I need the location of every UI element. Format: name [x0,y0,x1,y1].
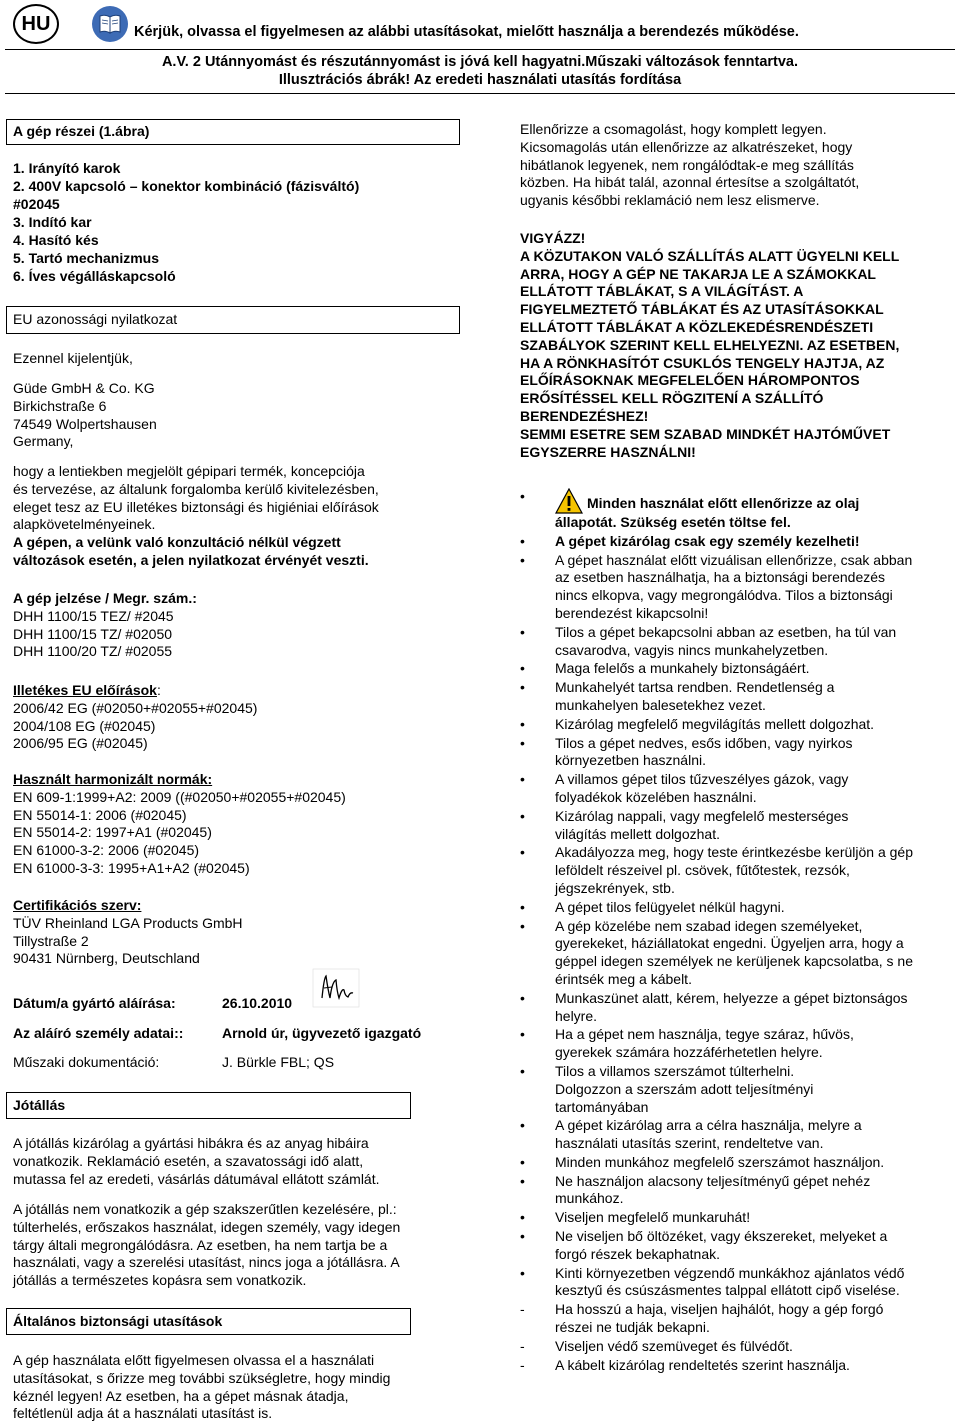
warranty-title: Jótállás [13,1097,66,1113]
warranty-line: jótállás a természetes kopásra sem vonatkozik. [13,1272,307,1289]
bullet-line [555,1246,960,1264]
bullet-item [520,844,960,897]
dash-marker: - [520,1356,525,1373]
safety-line: utasításokat, s őrizze meg további szükségletre, hogy mindig [13,1369,391,1386]
bullet-item [520,624,960,660]
bullet-item [520,735,960,771]
bullet-marker: • [520,807,525,824]
bullet-text: világítás mellett dolgozhat. [555,825,720,842]
dash-item [520,1338,960,1356]
warning-line: ARRA, HOGY A GÉP NE TAKARJA LE A SZÁMOKKAL [520,265,876,282]
bullet-item [520,918,960,989]
bullet-text: tartományában [555,1098,649,1115]
packaging-intro [520,121,955,210]
bullet-marker: • [520,488,525,504]
bullet-text: Kizárólag megfelelő megvilágítás mellett dolgozhat. [555,715,875,732]
bullet-marker: • [520,623,525,640]
bullet-marker: • [520,1209,525,1226]
bullet-line [555,660,960,678]
bullet-line [555,1063,960,1081]
bullet-text: érintsék meg a kábelt. [555,970,692,987]
warning-title: VIGYÁZZ! [520,230,586,246]
bullet-item [520,808,960,844]
parts-item-3: 3. Indító kar [13,214,92,230]
header-band [5,49,955,94]
intro-line: Kicsomagolás után ellenőrizze az alkatrészeket, hogy [520,138,853,155]
bullet-marker: • [520,1264,525,1281]
dash-item [520,1357,960,1375]
warranty-p1 [13,1135,458,1188]
bullet-line [555,1008,960,1026]
company-block [13,380,453,451]
parts-item-6: 6. Íves végálláskapcsoló [13,268,176,284]
bullet-line [555,1357,960,1375]
norm-item: EN 55014-1: 2006 (#02045) [13,806,187,823]
bullet-item [520,899,960,917]
warranty-line: A jótállás kizárólag a gyártási hibákra és az anyag hibáira [13,1135,369,1151]
bullet-text: gyerekeket, háziállatokat engedni. Ügyeljen arra, hogy a [555,935,904,952]
bullet-text: az esetben használhatja, ha a biztonsági berendezés [555,569,886,586]
bullet-line [555,735,960,753]
bullet-text: környezetben használni. [555,752,706,769]
eu-reg-item: 2006/95 EG (#02045) [13,735,148,752]
intro-line: közben. Ha hibát talál, azonnal értesítse a szolgáltatót, [520,174,860,191]
warning-line: FIGYELMEZTETŐ TÁBLÁKAT ÉS AZ UTASÍTÁSOKKAL [520,301,884,318]
bullet-marker: • [520,989,525,1006]
bullet-line [555,1282,960,1300]
bullet-text: Minden munkához megfelelő szerszámot használjon. [555,1153,885,1170]
bullet-item [520,1209,960,1227]
bullet-line [555,697,960,715]
bullet-line [555,533,960,551]
bullet-line [555,1209,960,1227]
bullet-marker: • [520,898,525,915]
bullet-marker: • [520,715,525,732]
bullet-marker: • [520,1153,525,1170]
bullet-line [555,789,960,807]
bullet-text: kesztyű és csúszásmentes talppal ellátott cipő viselése. [555,1282,900,1299]
warranty-line: túlterhelés, erőszakos használat, idegen személy, vagy idegen [13,1218,401,1235]
page-header [0,0,960,100]
bullet-line [555,1154,960,1172]
bullet-list [520,488,960,1374]
bullet-text: Kizárólag nappali, vagy megfelelő mesterséges [555,807,849,824]
warranty-p2 [13,1201,458,1290]
norms-block [13,771,453,878]
eu-title: EU azonossági nyilatkozat [13,311,178,327]
bullet-item [520,1228,960,1264]
bullet-line [555,990,960,1008]
company-city: 74549 Wolpertshausen [13,415,157,432]
bullet-line [555,569,960,587]
bullet-text: géppel idegen személyek ne kerüljenek kapcsolatba, s ne [555,953,914,970]
bullet-marker: • [520,679,525,696]
norms-label: Használt harmonizált normák: [13,771,213,787]
bullet-text: leföldelt részeivel pl. csövek, fűtőtestek, rezsók, [555,862,850,879]
bullet-marker: • [520,1117,525,1134]
bullet-line [555,679,960,697]
warranty-line: A jótállás nem vonatkozik a gép szakszerűtlen kezelésére, pl.: [13,1201,397,1217]
intro-line: hibátlanok legyenek, nem rongálódtak-e meg szállítás [520,156,854,173]
bullet-line [555,918,960,936]
bullet-marker: • [520,660,525,677]
statement-line: hogy a lentiekben megjelölt gépipari termék, koncepciója [13,463,365,479]
bullet-line [555,880,960,898]
parts-item-1: 1. Irányító karok [13,160,121,176]
warning-line: ELLÁTOTT TÁBLÁKAT, S A VILÁGÍTÁST. A [520,283,804,300]
signer-value: Arnold úr, ügyvezető igazgató [222,1025,422,1041]
bullet-marker: • [520,1172,525,1189]
dash-marker: - [520,1301,525,1318]
eu-regs-label: Illetékes EU előírások [13,682,157,698]
dash-item [520,1301,960,1337]
bullet-item [520,1026,960,1062]
safety-bullets [520,489,960,1375]
bullet-line [555,1173,960,1191]
bullet-line [555,1228,960,1246]
safety-line: A gép használata előtt figyelmesen olvassa el a használati [13,1352,375,1368]
bullet-marker: • [520,1228,525,1245]
bullet-text: A kábelt kizárólag rendeltetés szerint használja. [555,1356,850,1373]
bullet-text: részei ne tudják bekapni. [555,1319,710,1336]
bullet-line [555,771,960,789]
bullet-text: Maga felelős a munkahely biztonságáért. [555,660,810,677]
header-line-1: Kérjük, olvassa el figyelmesen az alábbi utasításokat, mielőtt használja a berendezés működése. [134,24,799,40]
norm-item: EN 55014-2: 1997+A1 (#02045) [13,824,212,841]
bullet-line [555,1319,960,1337]
bullet-text: munkához. [555,1190,624,1207]
marking-block [13,590,453,661]
warning-triangle-icon [555,488,583,514]
bullet-text: Tilos a gépet bekapcsolni abban az esetben, ha túl van [555,623,897,640]
safety-line: kéznél legyen! Az esetben, ha a gépet másnak átadja, [13,1387,349,1404]
warning-line: SZABÁLYOK SZERINT KELL ELHELYEZNI. AZ ESETBEN, [520,336,900,353]
techdoc-value: J. Bürkle FBL; QS [222,1054,335,1070]
bullet-item [520,990,960,1026]
date-value: 26.10.2010 [222,995,293,1011]
bullet-marker: • [520,844,525,861]
bullet-item [520,1117,960,1153]
header-line-3: Illusztrációs ábrák! Az eredeti használati utasítás fordítása [278,72,682,88]
bullet-text: forgó részek bekaphatnak. [555,1245,720,1262]
warning-line: EGYSZERRE HASZNÁLNI! [520,443,696,460]
bullet-text: Munkaszünet alatt, kérem, helyezze a gépet biztonságos [555,989,908,1006]
statement-line: és tervezése, az általunk forgalomba kerülő kivitelezésben, [13,480,379,497]
bullet-marker: • [520,734,525,751]
bullet-text: A gépet kizárólag csak egy személy kezelheti! [555,532,860,549]
manual-book-icon [92,6,128,42]
parts-item-5: 5. Tartó mechanizmus [13,250,160,266]
warranty-line: használati, vagy a szerelési utasítást, nincs joga a jótállásra. A [13,1254,400,1271]
bullet-line [555,808,960,826]
bullet-item [520,1063,960,1116]
parts-item-2: 2. 400V kapcsoló – konektor kombináció (fázisváltó) [13,178,360,194]
bullet-text: A gépet kizárólag arra a célra használja, melyre a [555,1117,862,1134]
bullet-item [520,679,960,715]
bullet-marker: • [520,532,525,549]
bullet-item [520,1265,960,1301]
bullet-text: A villamos gépet tilos tűzveszélyes gázok, vagy [555,771,849,788]
warranty-title-box [6,1092,411,1119]
parts-item-2-cont: #02045 [13,196,60,212]
bullet-marker: • [520,1026,525,1043]
techdoc-label: Műszaki dokumentáció: [13,1054,160,1070]
bullet-text: Tilos a villamos szerszámot túlterhelni. [555,1062,795,1079]
statement-block [13,463,458,570]
bullet-text: csavarodva, vagyis nincs munkahelyzetben. [555,641,829,658]
bullet-text: Munkahelyét tartsa rendben. Rendetlenség a [555,679,835,696]
bullet-line [555,552,960,570]
bullet-text: Viseljen védő szemüveget és fülvédőt. [555,1337,793,1354]
bullet-text: Ne használjon alacsony teljesítményű gépet nehéz [555,1172,871,1189]
signature [312,968,362,1010]
bullet-text: A gép közelébe nem szabad idegen személyeket, [555,917,863,934]
bullet-line [555,935,960,953]
warning-line: A KÖZUTAKON VALÓ SZÁLLÍTÁS ALATT ÜGYELNI KELL [520,247,900,264]
parts-item-4: 4. Hasító kés [13,232,99,248]
bullet-item [520,488,960,532]
eu-reg-item: 2006/42 EG (#02050+#02055+#02045) [13,699,258,716]
bullet-text: A gépet tilos felügyelet nélkül hagyni. [555,898,785,915]
bullet-line [555,1338,960,1356]
declare-text: Ezennel kijelentjük, [13,350,133,366]
bullet-line [555,1026,960,1044]
eu-regs-colon: : [156,682,161,698]
transport-warning [520,230,955,461]
parts-title: A gép részei (1.ábra) [13,123,150,139]
bullet-line [555,1265,960,1283]
bullet-text: Ha hosszú a haja, viseljen hajhálót, hogy a gép forgó [555,1301,884,1318]
bullet-line [555,514,960,532]
company-country: Germany, [13,433,74,450]
warning-line: ELLÁTOTT TÁBLÁKAT A KÖZLEKEDÉSRENDÉSZETI [520,318,874,335]
bullet-text: helyre. [555,1007,598,1024]
bullet-text: Ne viseljen bő öltözéket, vagy ékszereket, melyeket a [555,1228,888,1245]
bullet-marker: • [520,771,525,788]
bullet-item [520,716,960,734]
eu-regs-block [13,682,453,753]
norm-item: EN 61000-3-3: 1995+A1+A2 (#02045) [13,859,250,876]
bullet-line [555,844,960,862]
statement-bold-line: A gépen, a velünk való konzultáció nélkül végzett [13,534,341,551]
bullet-marker: • [520,551,525,568]
bullet-text: berendezést kikapcsolni! [555,604,709,621]
bullet-line [555,1081,960,1099]
statement-line: eleget tesz az EU illetékes biztonsági és higiéniai előírások [13,498,379,515]
bullet-line [555,1190,960,1208]
warranty-line: tárgy általi megrongálódásra. Az esetben, ha nem tartja be a [13,1236,388,1253]
cert-block [13,897,453,968]
marking-label: A gép jelzése / Megr. szám.: [13,590,197,606]
bullet-item [520,660,960,678]
bullet-text: Akadályozza meg, hogy teste érintkezésbe kerüljön a gép [555,844,913,861]
bullet-text: folyadékok közelében használni. [555,788,757,805]
cert-label: Certifikációs szerv: [13,897,142,913]
warranty-line: vonatkozik. Reklamáció esetén, a szavatossági idő alatt, [13,1152,364,1169]
cert-line: 90431 Nürnberg, Deutschland [13,950,200,967]
bullet-item [520,771,960,807]
bullet-text: Viseljen megfelelő munkaruhát! [555,1209,751,1226]
warning-line: HA A RÖNKHASÍTÓT CSUKLÓS TENGELY HAJTJA, AZ [520,354,885,371]
dash-marker: - [520,1337,525,1354]
bullet-text: jégszekrények, stb. [555,879,675,896]
warning-line: BERENDEZÉSHEZ! [520,407,649,424]
warranty-line: mutassa fel az eredeti, vásárlás dátumával ellátott számlát. [13,1170,380,1187]
statement-bold-line: változások esetén, a jelen nyilatkozat érvényét veszti. [13,551,369,568]
cert-line: Tillystraße 2 [13,932,89,949]
marking-item: DHH 1100/20 TZ/ #02055 [13,643,173,660]
bullet-item [520,552,960,623]
safety-title: Általános biztonsági utasítások [13,1313,223,1329]
bullet-item [520,533,960,551]
bullet-item [520,1173,960,1209]
bullet-line [555,642,960,660]
signer-label: Az aláíró személy adatai:: [13,1025,184,1041]
bullet-text: Kinti környezetben végzendő munkákhoz ajánlatos védő [555,1264,905,1281]
warning-line: ERŐSÍTÉSSEL KELL RÖGZITENÍ A SZÁLLÍTÓ [520,390,824,407]
bullet-text: munkahelyen balesetekhez vezet. [555,696,766,713]
company-name: Güde GmbH & Co. KG [13,380,155,396]
header-line-2: A.V. 2 Utánnyomást és részutánnyomást is jóvá kell hagyatni.Műszaki változások fenntartva. [161,54,799,70]
intro-line: Ellenőrizze a csomagolást, hogy komplett legyen. [520,121,827,137]
bullet-text: gyerekek számára hozzáférhetetlen helyre. [555,1044,823,1061]
bullet-marker: • [520,917,525,934]
eu-reg-item: 2004/108 EG (#02045) [13,717,156,734]
bullet-line [555,953,960,971]
bullet-line [555,971,960,989]
bullet-line [555,605,960,623]
bullet-line [555,752,960,770]
bullet-text: Tilos a gépet nedves, esős időben, vagy nyirkos [555,734,853,751]
bullet-line [555,1044,960,1062]
bullet-text: állapotát. Szükség esetén töltse fel. [555,514,791,530]
bullet-text: A gépet használat előtt vizuálisan ellenőrizze, csak abban [555,551,913,568]
bullet-line [555,899,960,917]
bullet-line [555,1117,960,1135]
bullet-text: használati utasítás szerint, rendeltetve van. [555,1135,824,1152]
date-label: Dátum/a gyártó aláírása: [13,995,176,1011]
warning-line: ELŐÍRÁSOKNAK MEGFELELŐEN HÁROMPONTOS [520,372,860,389]
bullet-line [555,587,960,605]
bullet-item [520,1154,960,1172]
bullet-line [555,716,960,734]
norm-item: EN 609-1:1999+A2: 2009 ((#02050+#02055+#02045) [13,788,346,805]
bullet-line [555,1135,960,1153]
bullet-line [555,1301,960,1319]
bullet-line [555,1099,960,1117]
bullet-line [555,488,960,514]
marking-item: DHH 1100/15 TZ/ #02050 [13,625,173,642]
cert-line: TÜV Rheinland LGA Products GmbH [13,914,243,931]
bullet-text: nincs elkopva, vagy megrongálódva. Tilos a biztonsági [555,587,893,604]
statement-line: alapkövetelményeinek. [13,516,156,533]
bullet-text: Dolgozzon a szerszám adott teljesítményi [555,1080,814,1097]
bullet-line [555,826,960,844]
marking-item: DHH 1100/15 TEZ/ #2045 [13,607,174,624]
intro-line: ugyanis későbbi reklamáció nem lesz elismerve. [520,192,820,209]
bullet-text: Minden használat előtt ellenőrizze az olaj [587,495,860,511]
bullet-line [555,624,960,642]
warning-line: SEMMI ESETRE SEM SZABAD MINDKÉT HAJTÓMŰVET [520,425,891,442]
bullet-line [555,862,960,880]
language-badge: HU [13,4,59,44]
safety-line: feltétlenül adja át a használati utasítást is. [13,1405,273,1422]
company-street: Birkichstraße 6 [13,397,107,414]
norm-item: EN 61000-3-2: 2006 (#02045) [13,842,200,859]
safety-paragraph [13,1352,458,1423]
bullet-text: Ha a gépet nem használja, tegye száraz, hűvös, [555,1026,854,1043]
bullet-marker: • [520,1062,525,1079]
